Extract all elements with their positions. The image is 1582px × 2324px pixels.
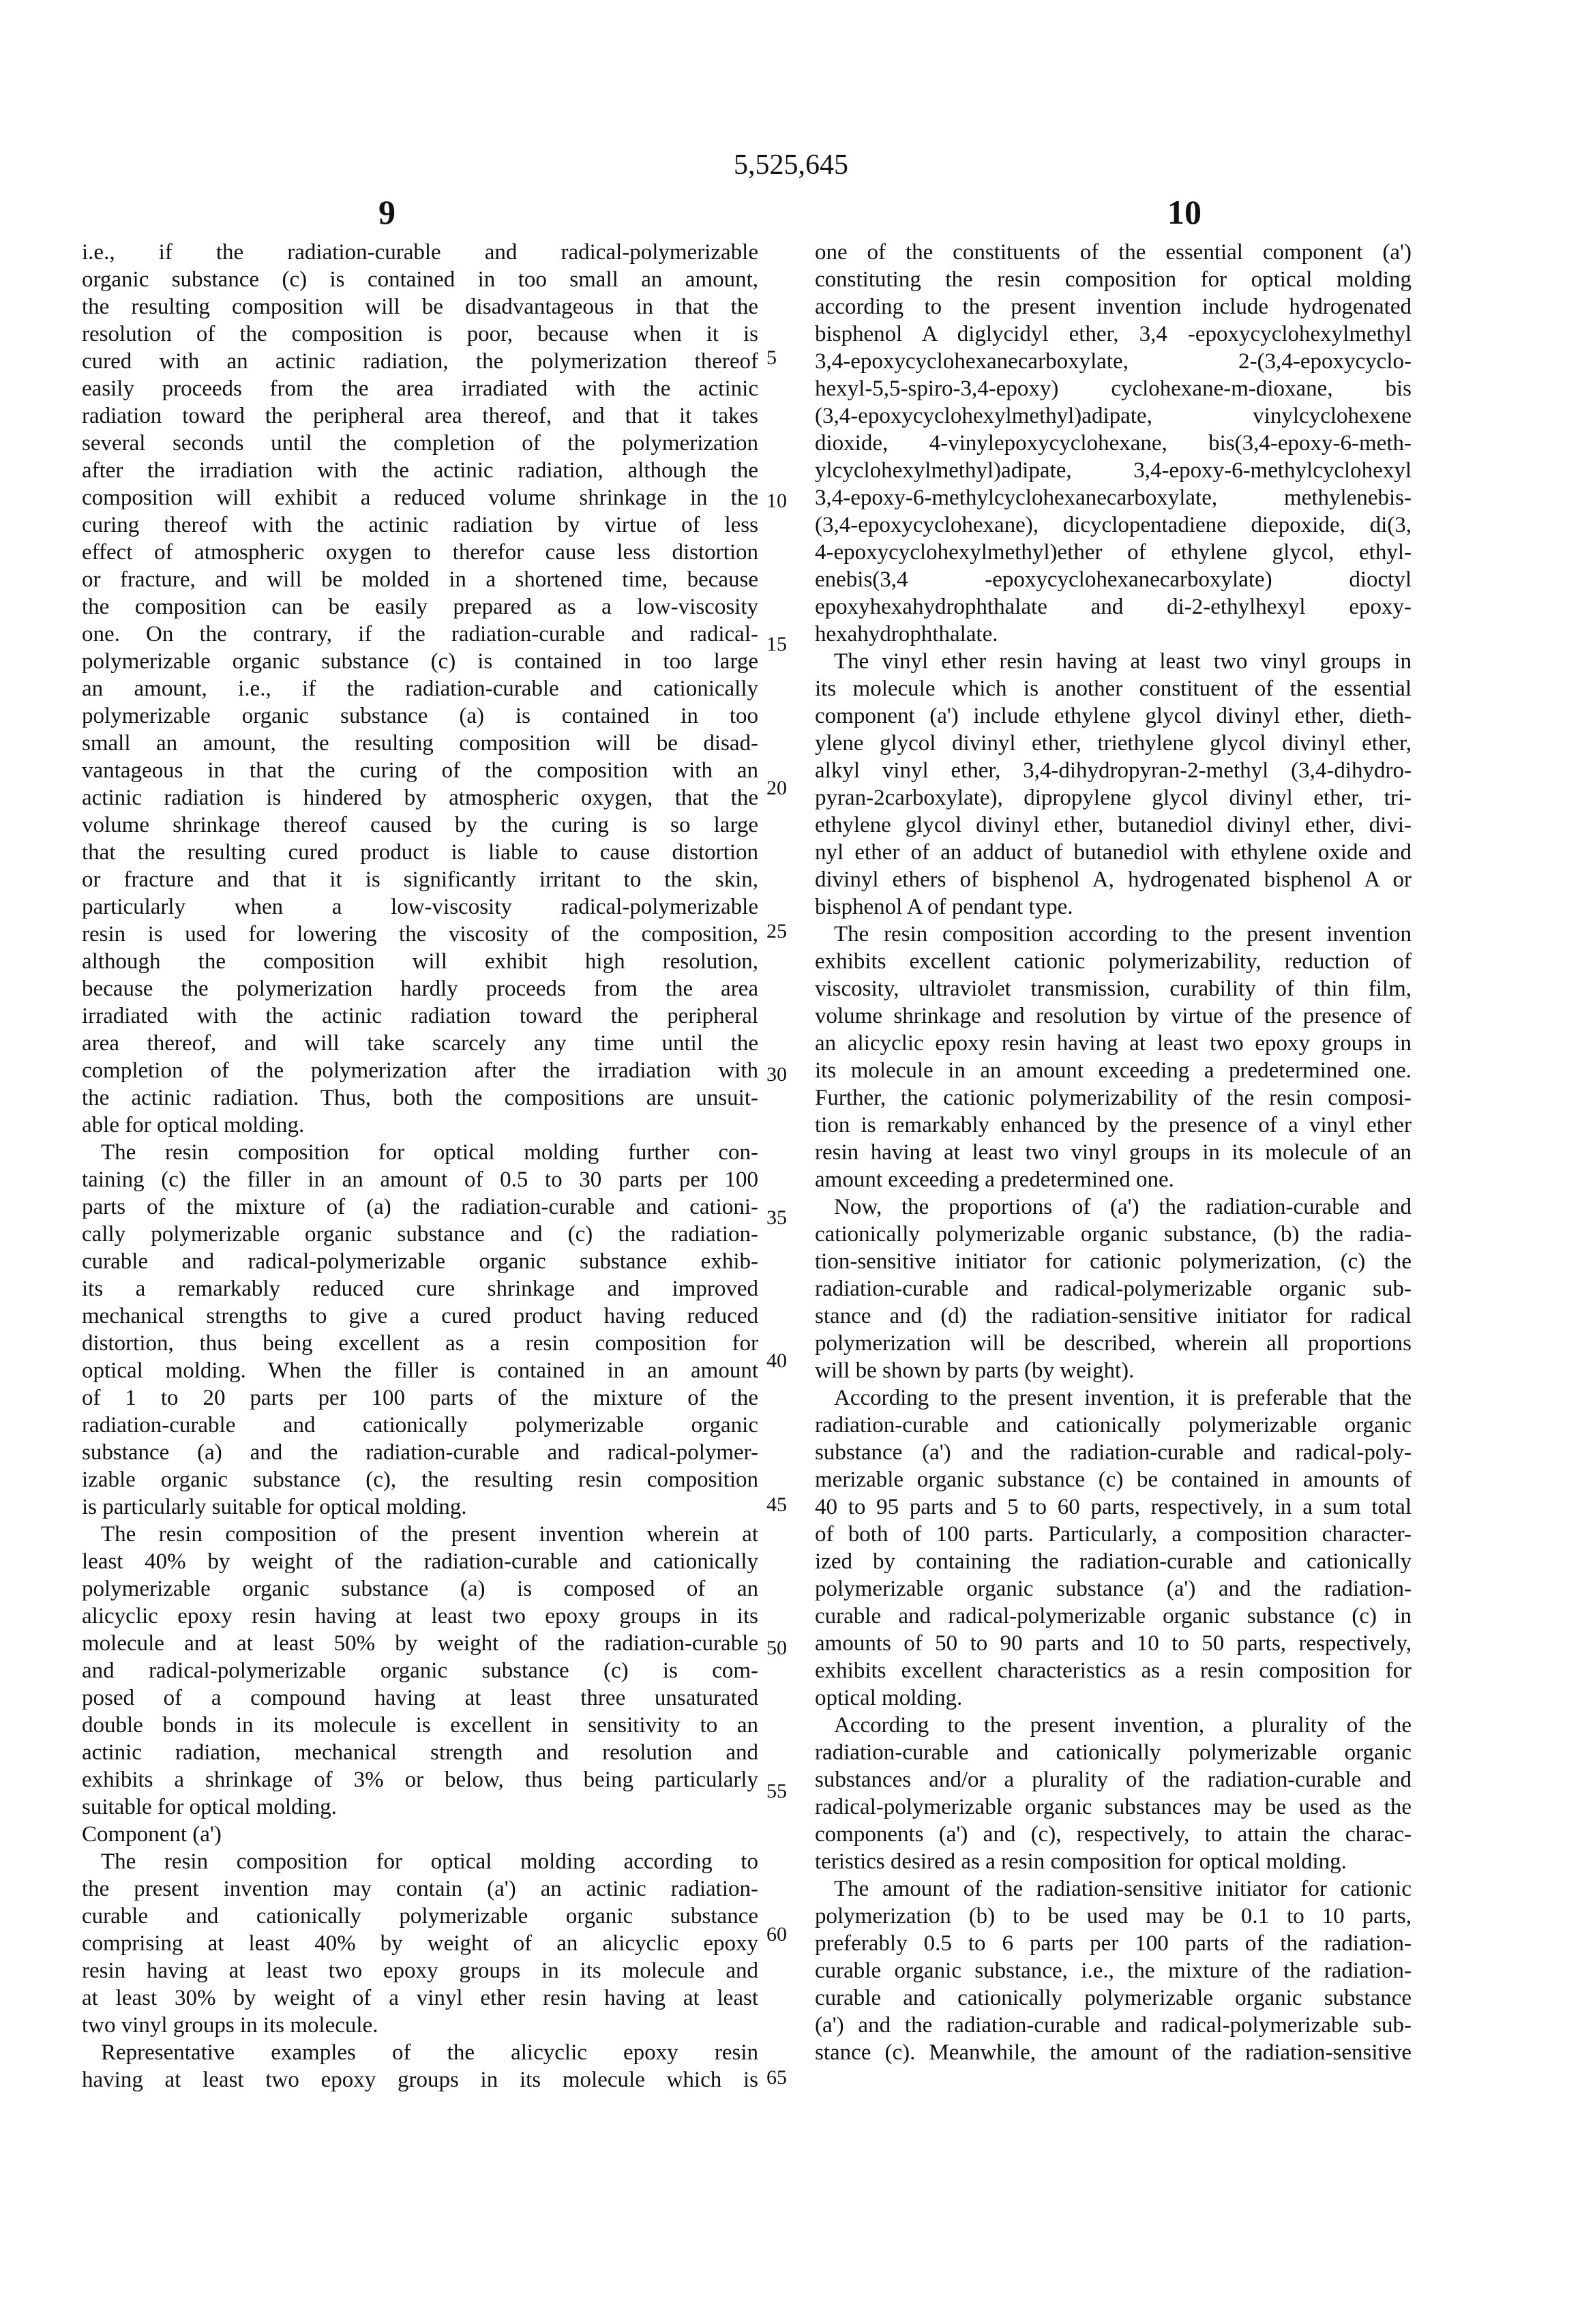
- text-line: radiation-curable and cationically polymerizable organic: [82, 1412, 758, 1439]
- text-line: or fracture, and will be molded in a shortened time, because: [82, 566, 758, 593]
- text-line: viscosity, ultraviolet transmission, curability of thin film,: [815, 975, 1412, 1002]
- text-line: is particularly suitable for optical molding.: [82, 1493, 758, 1521]
- text-line: The amount of the radiation-sensitive initiator for cationic: [815, 1875, 1412, 1903]
- text-line: pyran-2carboxylate), dipropylene glycol divinyl ether, tri-: [815, 784, 1412, 811]
- text-line: alicyclic epoxy resin having at least two epoxy groups in its: [82, 1603, 758, 1630]
- text-line: ylene glycol divinyl ether, triethylene glycol divinyl ether,: [815, 730, 1412, 757]
- text-line: teristics desired as a resin composition for optical molding.: [815, 1848, 1412, 1875]
- line-number: 45: [766, 1495, 801, 1515]
- text-line: radiation-curable and cationically polymerizable organic: [815, 1412, 1412, 1439]
- text-line: particularly when a low-viscosity radical-polymerizable: [82, 893, 758, 921]
- text-line: bisphenol A of pendant type.: [815, 893, 1412, 921]
- line-number: 65: [766, 2068, 801, 2088]
- text-line: after the irradiation with the actinic radiation, although the: [82, 457, 758, 484]
- text-line: 3,4-epoxy-6-methylcyclohexanecarboxylate, methylenebis-: [815, 484, 1412, 511]
- line-number: 5: [766, 348, 801, 368]
- text-line: according to the present invention include hydrogenated: [815, 293, 1412, 321]
- line-number: 25: [766, 921, 801, 942]
- text-line: volume shrinkage and resolution by virtue of the presence of: [815, 1002, 1412, 1030]
- text-line: curable and cationically polymerizable organic substance: [82, 1903, 758, 1930]
- text-line: the composition can be easily prepared as a low-viscosity: [82, 593, 758, 621]
- paragraph: [815, 1384, 1412, 1712]
- line-number: 10: [766, 491, 801, 511]
- text-line: optical molding.: [815, 1684, 1412, 1712]
- text-line: vantageous in that the curing of the composition with an: [82, 757, 758, 784]
- text-line: The resin composition according to the present invention: [815, 921, 1412, 948]
- text-line: composition will exhibit a reduced volume shrinkage in the: [82, 484, 758, 511]
- text-line: exhibits excellent cationic polymerizability, reduction of: [815, 948, 1412, 975]
- text-line: having at least two epoxy groups in its molecule which is: [82, 2066, 758, 2094]
- text-line: curable and cationically polymerizable organic substance: [815, 1984, 1412, 2012]
- text-line: parts of the mixture of (a) the radiation-curable and cationi-: [82, 1193, 758, 1221]
- text-line: Now, the proportions of (a') the radiation-curable and: [815, 1193, 1412, 1221]
- text-line: exhibits excellent characteristics as a resin composition for: [815, 1657, 1412, 1684]
- text-line: substances and/or a plurality of the radiation-curable and: [815, 1766, 1412, 1793]
- line-number: 15: [766, 634, 801, 655]
- text-line: several seconds until the completion of the polymerization: [82, 430, 758, 457]
- text-line: resin is used for lowering the viscosity of the composition,: [82, 921, 758, 948]
- right-text-column: [815, 239, 1412, 2066]
- text-line: polymerization (b) to be used may be 0.1 to 10 parts,: [815, 1903, 1412, 1930]
- text-line: constituting the resin composition for optical molding: [815, 266, 1412, 293]
- text-line: hexahydrophthalate.: [815, 621, 1412, 648]
- text-line: of 1 to 20 parts per 100 parts of the mixture of the: [82, 1384, 758, 1412]
- text-line: substance (a) and the radiation-curable and radical-polymer-: [82, 1439, 758, 1466]
- text-line: curable and radical-polymerizable organic substance (c) in: [815, 1603, 1412, 1630]
- text-line: or fracture and that it is significantly irritant to the skin,: [82, 866, 758, 893]
- text-line: enebis(3,4 -epoxycyclohexanecarboxylate) dioctyl: [815, 566, 1412, 593]
- text-line: stance (c). Meanwhile, the amount of the radiation-sensitive: [815, 2039, 1412, 2066]
- text-line: cally polymerizable organic substance and (c) the radiation-: [82, 1221, 758, 1248]
- text-line: polymerizable organic substance (a') and the radiation-: [815, 1575, 1412, 1603]
- text-line: The resin composition for optical molding according to: [82, 1848, 758, 1875]
- text-line: (a') and the radiation-curable and radical-polymerizable sub-: [815, 2012, 1412, 2039]
- line-number: 50: [766, 1638, 801, 1658]
- text-line: that the resulting cured product is liable to cause distortion: [82, 839, 758, 866]
- text-line: ized by containing the radiation-curable and cationically: [815, 1548, 1412, 1575]
- text-line: its molecule which is another constituent of the essential: [815, 675, 1412, 702]
- text-line: cationically polymerizable organic substance, (b) the radia-: [815, 1221, 1412, 1248]
- paragraph: [815, 1193, 1412, 1384]
- text-line: molecule and at least 50% by weight of the radiation-curable: [82, 1630, 758, 1657]
- line-number: 20: [766, 778, 801, 799]
- text-line: ethylene glycol divinyl ether, butanediol divinyl ether, divi-: [815, 811, 1412, 839]
- text-line: of both of 100 parts. Particularly, a composition character-: [815, 1521, 1412, 1548]
- text-line: preferably 0.5 to 6 parts per 100 parts of the radiation-: [815, 1930, 1412, 1957]
- text-line: The resin composition for optical molding further con-: [82, 1139, 758, 1166]
- text-line: amount exceeding a predetermined one.: [815, 1166, 1412, 1193]
- text-line: The resin composition of the present invention wherein at: [82, 1521, 758, 1548]
- text-line: radical-polymerizable organic substances may be used as the: [815, 1793, 1412, 1821]
- text-line: izable organic substance (c), the resulting resin composition: [82, 1466, 758, 1493]
- text-line: mechanical strengths to give a cured product having reduced: [82, 1302, 758, 1330]
- text-line: 4-epoxycyclohexylmethyl)ether of ethylene glycol, ethyl-: [815, 539, 1412, 566]
- text-line: curable and radical-polymerizable organic substance exhib-: [82, 1248, 758, 1275]
- text-line: Component (a'): [82, 1821, 758, 1848]
- paragraph: [82, 2039, 758, 2094]
- text-line: According to the present invention, a plurality of the: [815, 1712, 1412, 1739]
- text-line: at least 30% by weight of a vinyl ether resin having at least: [82, 1984, 758, 2012]
- patent-number: 5,525,645: [0, 149, 1582, 181]
- text-line: divinyl ethers of bisphenol A, hydrogenated bisphenol A or: [815, 866, 1412, 893]
- text-line: radiation toward the peripheral area thereof, and that it takes: [82, 402, 758, 430]
- text-line: radiation-curable and radical-polymerizable organic sub-: [815, 1275, 1412, 1302]
- column-number-right: 10: [1167, 192, 1202, 232]
- text-line: alkyl vinyl ether, 3,4-dihydropyran-2-methyl (3,4-dihydro-: [815, 757, 1412, 784]
- line-number: 30: [766, 1064, 801, 1085]
- paragraph: [82, 1521, 758, 1821]
- paragraph: [815, 1875, 1412, 2066]
- text-line: nyl ether of an adduct of butanediol with ethylene oxide and: [815, 839, 1412, 866]
- text-line: cured with an actinic radiation, the polymerization thereof: [82, 348, 758, 375]
- text-line: 3,4-epoxycyclohexanecarboxylate, 2-(3,4-epoxycyclo-: [815, 348, 1412, 375]
- text-line: able for optical molding.: [82, 1112, 758, 1139]
- text-line: radiation-curable and cationically polymerizable organic: [815, 1739, 1412, 1766]
- text-line: easily proceeds from the area irradiated with the actinic: [82, 375, 758, 402]
- text-line: The vinyl ether resin having at least two vinyl groups in: [815, 648, 1412, 675]
- text-line: an alicyclic epoxy resin having at least two epoxy groups in: [815, 1030, 1412, 1057]
- text-line: least 40% by weight of the radiation-curable and cationically: [82, 1548, 758, 1575]
- paragraph: [815, 239, 1412, 648]
- text-line: volume shrinkage thereof caused by the curing is so large: [82, 811, 758, 839]
- text-line: suitable for optical molding.: [82, 1793, 758, 1821]
- text-line: merizable organic substance (c) be contained in amounts of: [815, 1466, 1412, 1493]
- text-line: Representative examples of the alicyclic epoxy resin: [82, 2039, 758, 2066]
- text-line: posed of a compound having at least three unsaturated: [82, 1684, 758, 1712]
- text-line: distortion, thus being excellent as a resin composition for: [82, 1330, 758, 1357]
- text-line: effect of atmospheric oxygen to therefor cause less distortion: [82, 539, 758, 566]
- text-line: 40 to 95 parts and 5 to 60 parts, respectively, in a sum total: [815, 1493, 1412, 1521]
- text-line: actinic radiation is hindered by atmospheric oxygen, that the: [82, 784, 758, 811]
- text-line: the present invention may contain (a') an actinic radiation-: [82, 1875, 758, 1903]
- paragraph: [82, 1821, 758, 1848]
- text-line: tion is remarkably enhanced by the presence of a vinyl ether: [815, 1112, 1412, 1139]
- text-line: taining (c) the filler in an amount of 0.5 to 30 parts per 100: [82, 1166, 758, 1193]
- text-line: (3,4-epoxycyclohexane), dicyclopentadiene diepoxide, di(3,: [815, 511, 1412, 539]
- text-line: According to the present invention, it is preferable that the: [815, 1384, 1412, 1412]
- text-line: resin having at least two vinyl groups in its molecule of an: [815, 1139, 1412, 1166]
- text-line: polymerizable organic substance (a) is composed of an: [82, 1575, 758, 1603]
- text-line: the actinic radiation. Thus, both the compositions are unsuit-: [82, 1084, 758, 1112]
- text-line: although the composition will exhibit high resolution,: [82, 948, 758, 975]
- paragraph: [82, 1848, 758, 2039]
- paragraph: [82, 1139, 758, 1521]
- text-line: dioxide, 4-vinylepoxycyclohexane, bis(3,4-epoxy-6-meth-: [815, 430, 1412, 457]
- text-line: amounts of 50 to 90 parts and 10 to 50 parts, respectively,: [815, 1630, 1412, 1657]
- text-line: one. On the contrary, if the radiation-curable and radical-: [82, 621, 758, 648]
- left-text-column: [82, 239, 758, 2094]
- text-line: completion of the polymerization after the irradiation with: [82, 1057, 758, 1084]
- text-line: hexyl-5,5-spiro-3,4-epoxy) cyclohexane-m-dioxane, bis: [815, 375, 1412, 402]
- text-line: curing thereof with the actinic radiation by virtue of less: [82, 511, 758, 539]
- line-number: 40: [766, 1351, 801, 1371]
- text-line: actinic radiation, mechanical strength and resolution and: [82, 1739, 758, 1766]
- text-line: polymerization will be described, wherein all proportions: [815, 1330, 1412, 1357]
- text-line: double bonds in its molecule is excellent in sensitivity to an: [82, 1712, 758, 1739]
- text-line: polymerizable organic substance (c) is contained in too large: [82, 648, 758, 675]
- paragraph: [815, 648, 1412, 921]
- text-line: polymerizable organic substance (a) is contained in too: [82, 702, 758, 730]
- text-line: stance and (d) the radiation-sensitive initiator for radical: [815, 1302, 1412, 1330]
- text-line: the resulting composition will be disadvantageous in that the: [82, 293, 758, 321]
- text-line: resin having at least two epoxy groups in its molecule and: [82, 1957, 758, 1984]
- line-number: 55: [766, 1781, 801, 1802]
- text-line: components (a') and (c), respectively, to attain the charac-: [815, 1821, 1412, 1848]
- text-line: area thereof, and will take scarcely any time until the: [82, 1030, 758, 1057]
- text-line: (3,4-epoxycyclohexylmethyl)adipate, vinylcyclohexene: [815, 402, 1412, 430]
- text-line: substance (a') and the radiation-curable and radical-poly-: [815, 1439, 1412, 1466]
- column-number-left: 9: [378, 192, 395, 232]
- text-line: organic substance (c) is contained in too small an amount,: [82, 266, 758, 293]
- text-line: comprising at least 40% by weight of an alicyclic epoxy: [82, 1930, 758, 1957]
- text-line: i.e., if the radiation-curable and radical-polymerizable: [82, 239, 758, 266]
- text-line: tion-sensitive initiator for cationic polymerization, (c) the: [815, 1248, 1412, 1275]
- text-line: epoxyhexahydrophthalate and di-2-ethylhexyl epoxy-: [815, 593, 1412, 621]
- text-line: its molecule in an amount exceeding a predetermined one.: [815, 1057, 1412, 1084]
- text-line: irradiated with the actinic radiation toward the peripheral: [82, 1002, 758, 1030]
- text-line: because the polymerization hardly proceeds from the area: [82, 975, 758, 1002]
- paragraph: [815, 1712, 1412, 1875]
- paragraph: [82, 239, 758, 1139]
- text-line: will be shown by parts (by weight).: [815, 1357, 1412, 1384]
- text-line: optical molding. When the filler is contained in an amount: [82, 1357, 758, 1384]
- text-line: curable organic substance, i.e., the mixture of the radiation-: [815, 1957, 1412, 1984]
- text-line: component (a') include ethylene glycol divinyl ether, dieth-: [815, 702, 1412, 730]
- text-line: an amount, i.e., if the radiation-curable and cationically: [82, 675, 758, 702]
- line-number: 35: [766, 1208, 801, 1228]
- text-line: one of the constituents of the essential component (a'): [815, 239, 1412, 266]
- text-line: two vinyl groups in its molecule.: [82, 2012, 758, 2039]
- line-number: 60: [766, 1924, 801, 1945]
- text-line: its a remarkably reduced cure shrinkage and improved: [82, 1275, 758, 1302]
- text-line: and radical-polymerizable organic substance (c) is com-: [82, 1657, 758, 1684]
- text-line: ylcyclohexylmethyl)adipate, 3,4-epoxy-6-methylcyclohexyl: [815, 457, 1412, 484]
- text-line: exhibits a shrinkage of 3% or below, thus being particularly: [82, 1766, 758, 1793]
- text-line: bisphenol A diglycidyl ether, 3,4 -epoxycyclohexylmethyl: [815, 321, 1412, 348]
- text-line: resolution of the composition is poor, because when it is: [82, 321, 758, 348]
- text-line: small an amount, the resulting composition will be disad-: [82, 730, 758, 757]
- text-line: Further, the cationic polymerizability of the resin composi-: [815, 1084, 1412, 1112]
- paragraph: [815, 921, 1412, 1193]
